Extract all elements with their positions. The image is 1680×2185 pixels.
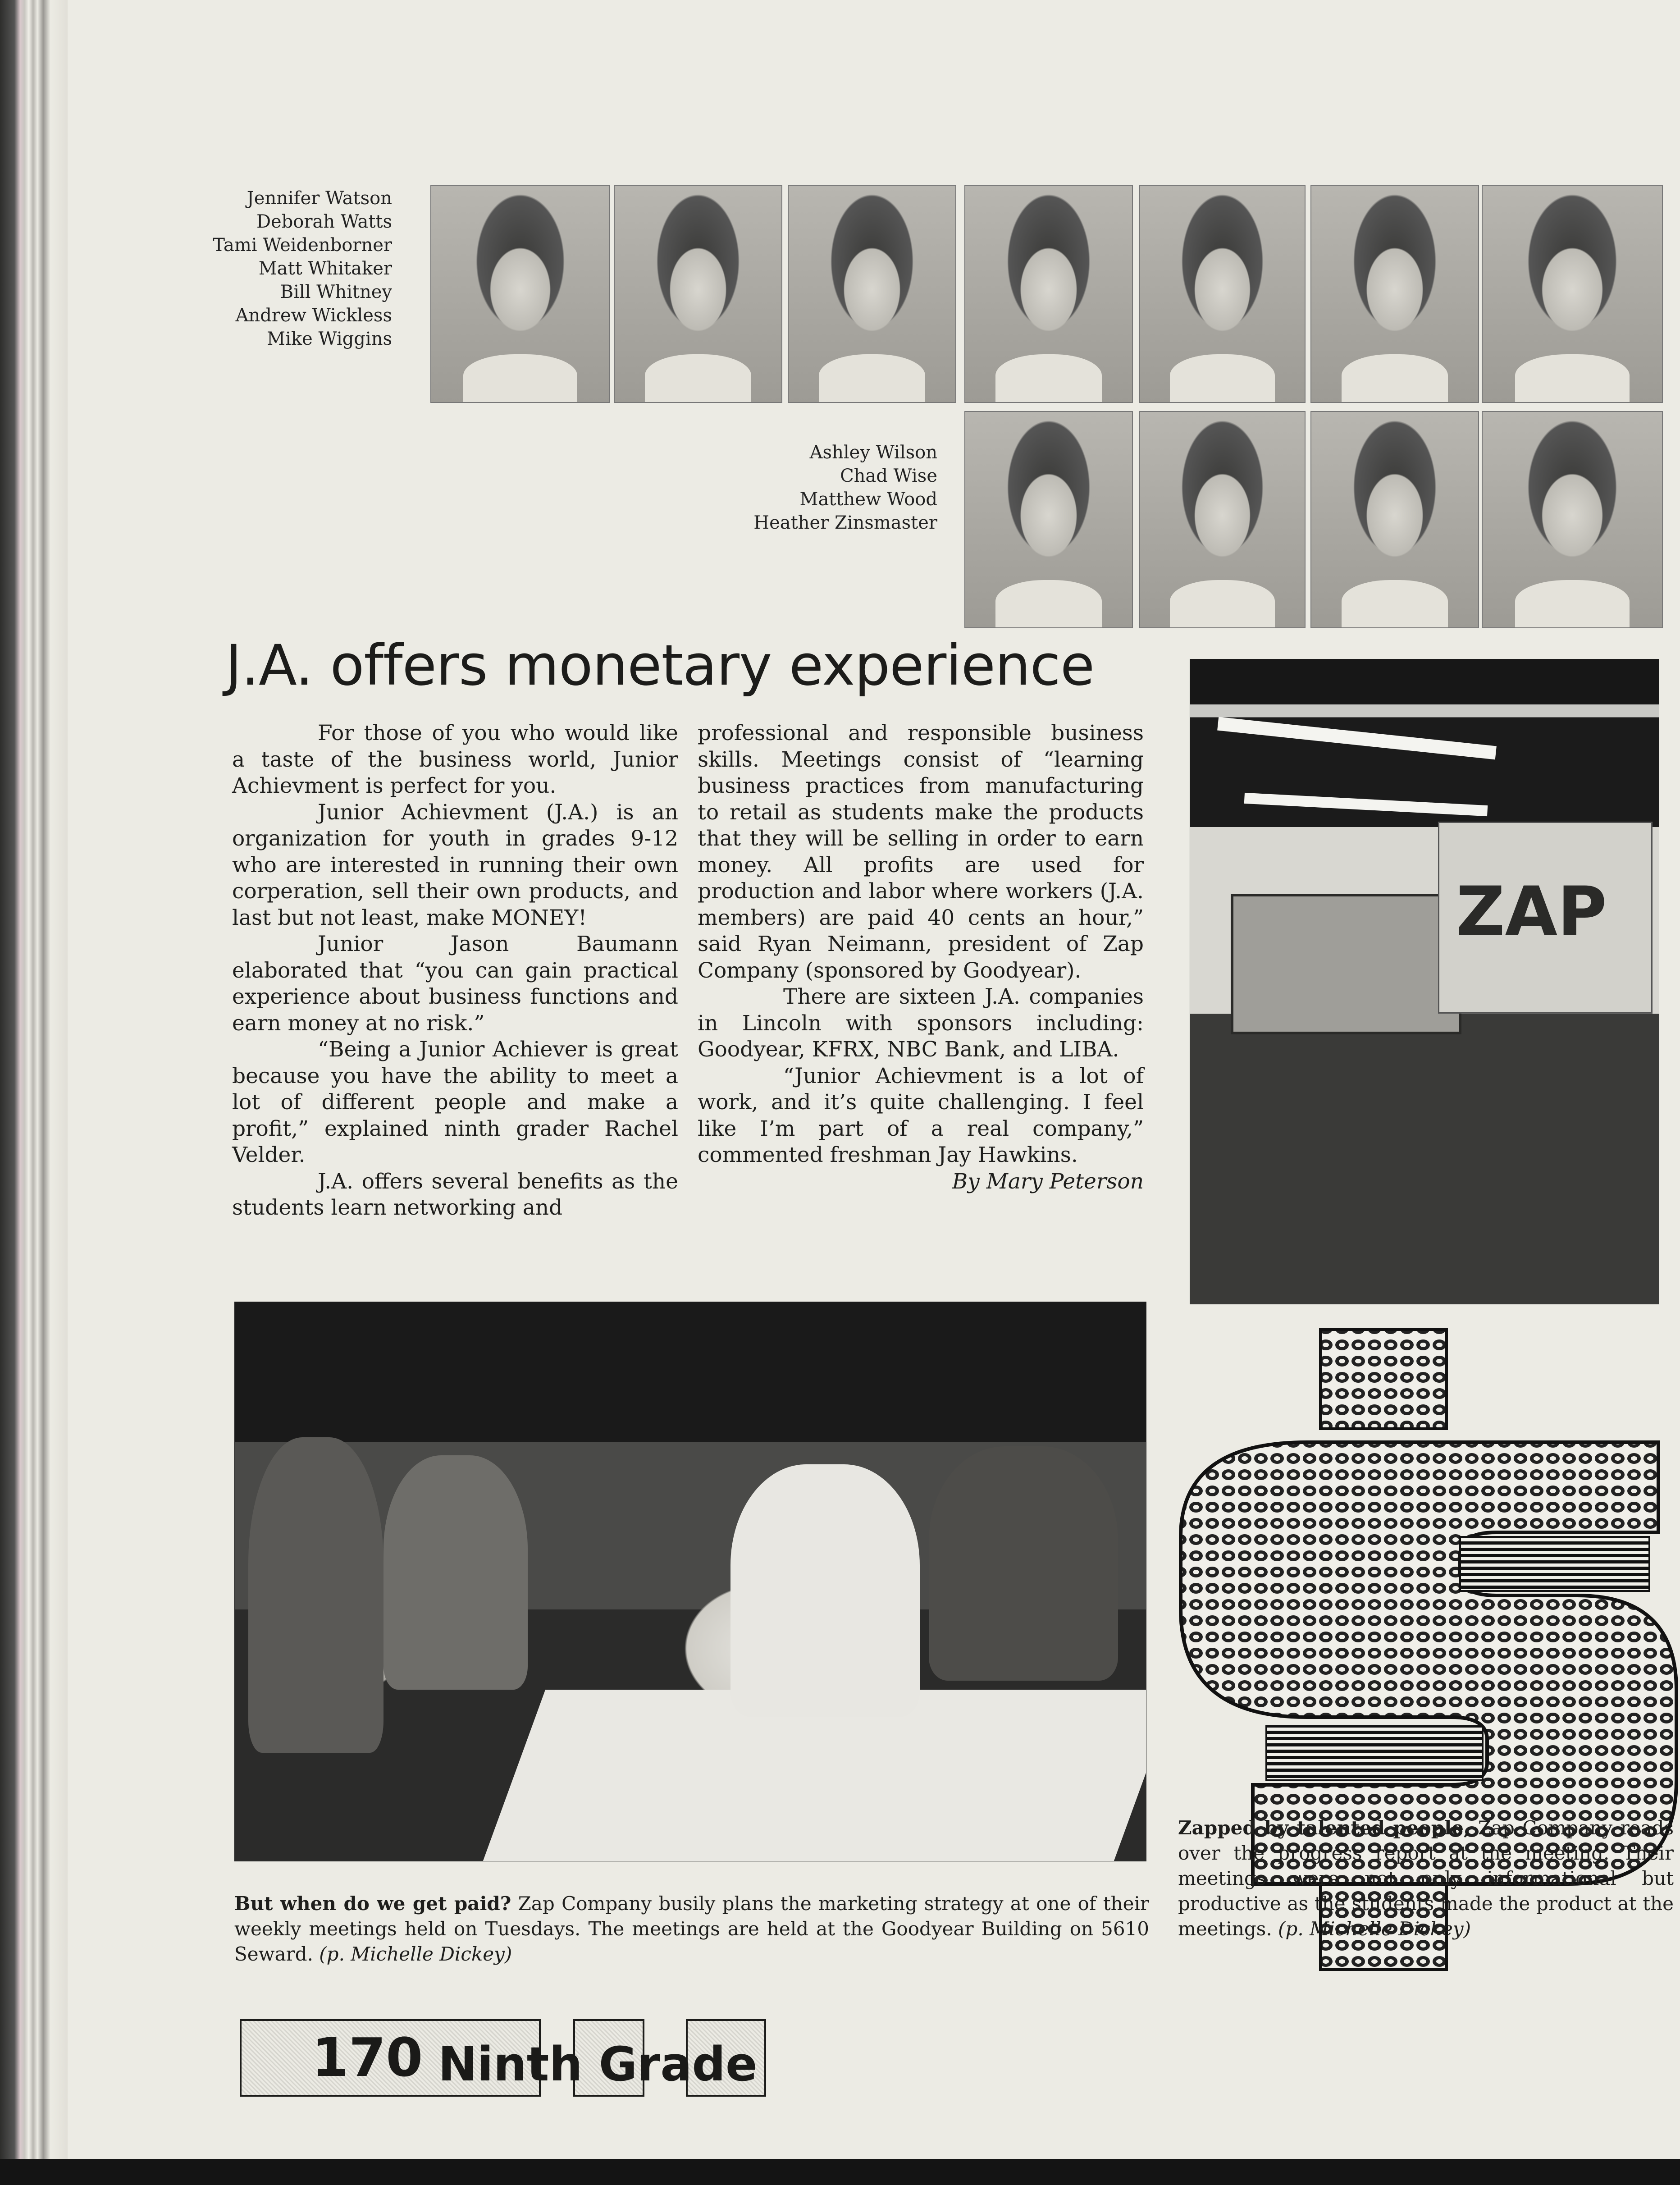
portrait-name: Ashley Wilson xyxy=(809,442,937,463)
article-column-1 xyxy=(232,720,678,1221)
article-headline: J.A. offers monetary experience xyxy=(225,633,1095,698)
ceiling-light xyxy=(1244,793,1488,816)
dollar-bar-top xyxy=(1320,1330,1447,1429)
article-paragraph: For those of you who would like a taste of the business world, Junior Achievment is perfect for you. xyxy=(232,721,678,798)
portrait-name: Heather Zinsmaster xyxy=(753,512,937,533)
page-folio xyxy=(240,2019,767,2096)
portrait-name: Matt Whitaker xyxy=(258,258,392,279)
caption-text: Zap Company busily plans the marketing strategy at one of their weekly meetings held on Tuesdays. The meetings are held at the Goodyear Building on 5610 Seward. xyxy=(234,1892,1149,1965)
caption-lead: Zapped by talented people, xyxy=(1178,1817,1470,1839)
portrait-photo xyxy=(964,185,1133,403)
portrait-name: Matthew Wood xyxy=(799,489,937,510)
book-binding-edge xyxy=(0,0,72,2185)
student-figure xyxy=(383,1455,528,1690)
article-paragraph: Junior Achievment (J.A.) is an organization for youth in grades 9-12 who are interested in running their own corperation, sell their own products, and last but not least, make MONEY! xyxy=(232,800,678,930)
portrait-photo xyxy=(1310,185,1479,403)
portrait-photo xyxy=(1482,185,1663,403)
portrait-photo xyxy=(1482,411,1663,628)
meeting-photo-zap xyxy=(1190,659,1659,1304)
article-paragraph: professional and responsible business skills. Meetings consist of “learning business practices from manufacturing to retail as students make the products that they will be selling in order to earn money. All profits are used for production and labor where workers (J.A. members) are paid 40 cents an hour,” said Ryan Neimann, president of Zap Company (sponsored by Goodyear). xyxy=(698,721,1144,983)
photo-credit: (p. Michelle Dickey) xyxy=(319,1943,512,1965)
portrait-name: Tami Weidenborner xyxy=(213,235,392,256)
portrait-photo xyxy=(430,185,610,403)
section-title: Ninth Grade xyxy=(438,2037,758,2092)
portrait-photo xyxy=(788,185,956,403)
article-paragraph: “Junior Achievment is a lot of work, and it’s quite challenging. I feel like I’m part of a real company,” commented freshman Jay Hawkins. xyxy=(698,1063,1144,1167)
caption-text: Zap Company reads over the progress report at the meeting. Their meetings were not only informational but productive as the students made the product at the meetings. xyxy=(1178,1817,1674,1940)
ceiling-light xyxy=(1217,717,1497,760)
article-byline: By Mary Peterson xyxy=(952,1169,1144,1194)
student-figure xyxy=(929,1446,1118,1681)
student-figure xyxy=(248,1437,383,1753)
portrait-name: Jennifer Watson xyxy=(247,188,392,209)
portrait-photo xyxy=(1139,185,1306,403)
portrait-photo xyxy=(1139,411,1306,628)
portrait-name: Andrew Wickless xyxy=(235,305,392,326)
portrait-photo xyxy=(614,185,782,403)
article-paragraph: J.A. offers several benefits as the students learn networking and xyxy=(232,1169,678,1220)
portrait-names-row2 xyxy=(703,441,937,535)
page-number: 170 xyxy=(312,2026,423,2089)
portrait-name: Mike Wiggins xyxy=(267,329,392,349)
article-paragraph: Junior Jason Baumann elaborated that “you can gain practical experience about business functions and earn money at no risk.” xyxy=(232,932,678,1036)
article-paragraph: There are sixteen J.A. companies in Lincoln with sponsors including: Goodyear, KFRX, NBC Bank, and LIBA. xyxy=(698,984,1144,1062)
portrait-name: Bill Whitney xyxy=(280,282,392,302)
caption-bottom xyxy=(234,1891,1149,1967)
photo-credit: (p. Michelle Dickey) xyxy=(1278,1918,1471,1940)
zap-sign-text: ZAP xyxy=(1456,873,1607,951)
caption-right xyxy=(1178,1815,1674,1942)
portrait-name: Deborah Watts xyxy=(256,211,392,232)
portrait-photo xyxy=(964,411,1133,628)
portrait-photo xyxy=(1310,411,1479,628)
portrait-name: Chad Wise xyxy=(840,466,937,486)
portrait-names-row1 xyxy=(149,187,392,351)
article-column-2 xyxy=(698,720,1144,1195)
article-paragraph: “Being a Junior Achiever is great because you have the ability to meet a lot of different people and make a profit,” explained ninth grader Rachel Velder. xyxy=(232,1037,678,1167)
scan-bottom-border xyxy=(0,2159,1680,2185)
meeting-photo-students xyxy=(234,1302,1146,1861)
caption-lead: But when do we get paid? xyxy=(234,1892,511,1915)
student-figure xyxy=(730,1464,920,1717)
whiteboard xyxy=(1231,894,1461,1034)
